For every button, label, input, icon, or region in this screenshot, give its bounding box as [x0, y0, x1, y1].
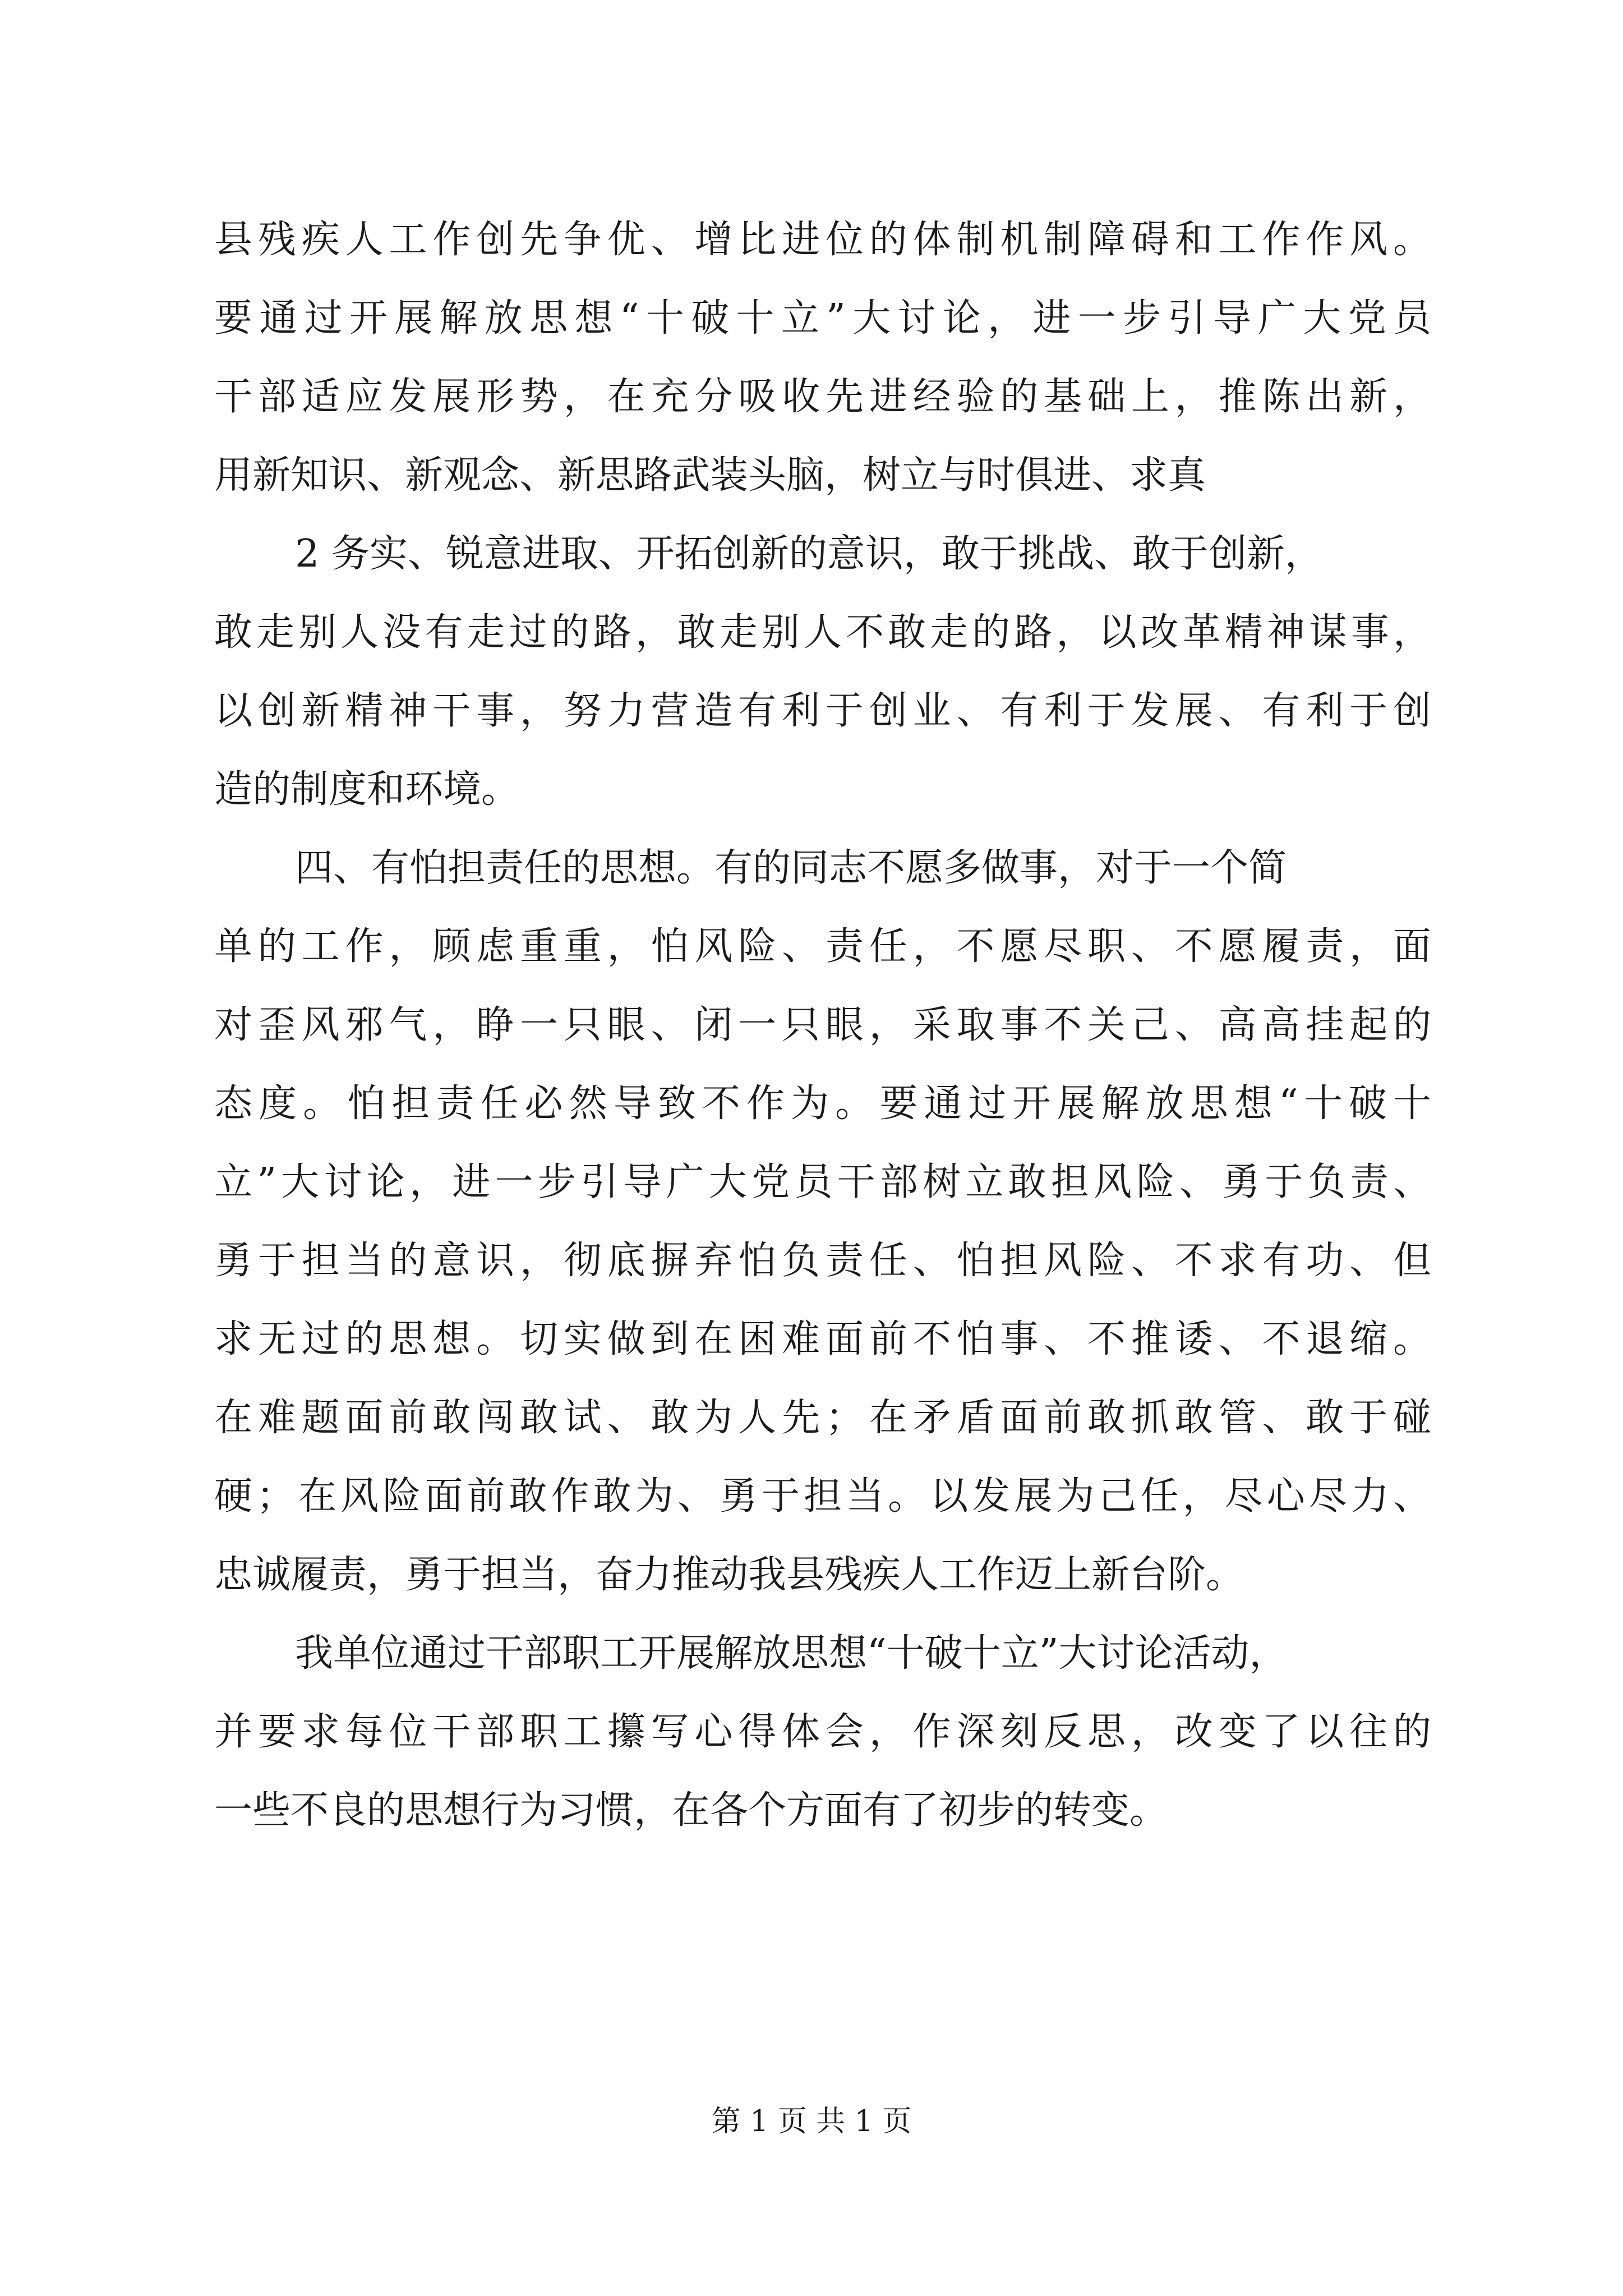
text-line: 一些不良的思想行为习惯，在各个方面有了初步的转变。 — [214, 1788, 1168, 1833]
text-line: 2 务实、锐意进取、开拓创新的意识，敢于挑战、敢于创新， — [295, 532, 1323, 576]
text-line: 四、有怕担责任的思想。有的同志不愿多做事，对于一个简 — [295, 846, 1287, 890]
paragraph-4 — [214, 1614, 1431, 1850]
text-line: 忠诚履责，勇于担当，奋力推动我县残疾人工作迈上新台阶。 — [214, 1553, 1244, 1597]
text-line: 在难题面前敢闯敢试、敢为人先；在矛盾面前敢抓敢管、敢于碰 — [214, 1396, 1431, 1440]
text-line: 我单位通过干部职工开展解放思想“十破十立”大讨论活动， — [295, 1631, 1288, 1676]
text-line: 干部适应发展形势，在充分吸收先进经验的基础上，推陈出新， — [214, 375, 1431, 419]
text-line: 敢走别人没有走过的路，敢走别人不敢走的路，以改革精神谋事， — [214, 610, 1431, 655]
text-line: 勇于担当的意识，彻底摒弃怕负责任、怕担风险、不求有功、但 — [214, 1239, 1431, 1283]
paragraph-2 — [214, 515, 1431, 829]
paragraph-3 — [214, 829, 1431, 1614]
text-line: 立”大讨论，进一步引导广大党员干部树立敢担风险、勇于负责、 — [214, 1160, 1431, 1204]
text-line: 要通过开展解放思想“十破十立”大讨论，进一步引导广大党员 — [214, 296, 1431, 341]
paragraph-1 — [214, 201, 1431, 515]
text-line: 县残疾人工作创先争优、增比进位的体制机制障碍和工作作风。 — [214, 218, 1431, 262]
text-line: 对歪风邪气，睁一只眼、闭一只眼，采取事不关己、高高挂起的 — [214, 1003, 1431, 1047]
text-line: 硬；在风险面前敢作敢为、勇于担当。以发展为己任，尽心尽力、 — [214, 1474, 1431, 1519]
page-footer — [0, 2099, 1623, 2144]
text-line: 求无过的思想。切实做到在困难面前不怕事、不推诿、不退缩。 — [214, 1317, 1431, 1361]
text-line: 单的工作，顾虑重重，怕风险、责任，不愿尽职、不愿履责，面 — [214, 924, 1431, 969]
text-line: 并要求每位干部职工攥写心得体会，作深刻反思，改变了以往的 — [214, 1710, 1431, 1754]
text-line: 用新知识、新观念、新思路武装头脑，树立与时俱进、求真 — [214, 453, 1206, 498]
page-number-label: 第 1 页 共 1 页 — [711, 2105, 912, 2138]
text-line: 以创新精神干事，努力营造有利于创业、有利于发展、有利于创 — [214, 689, 1431, 733]
text-line: 态度。怕担责任必然导致不作为。要通过开展解放思想“十破十 — [214, 1082, 1431, 1126]
document-body — [214, 201, 1431, 1850]
text-line: 造的制度和环境。 — [214, 767, 520, 812]
